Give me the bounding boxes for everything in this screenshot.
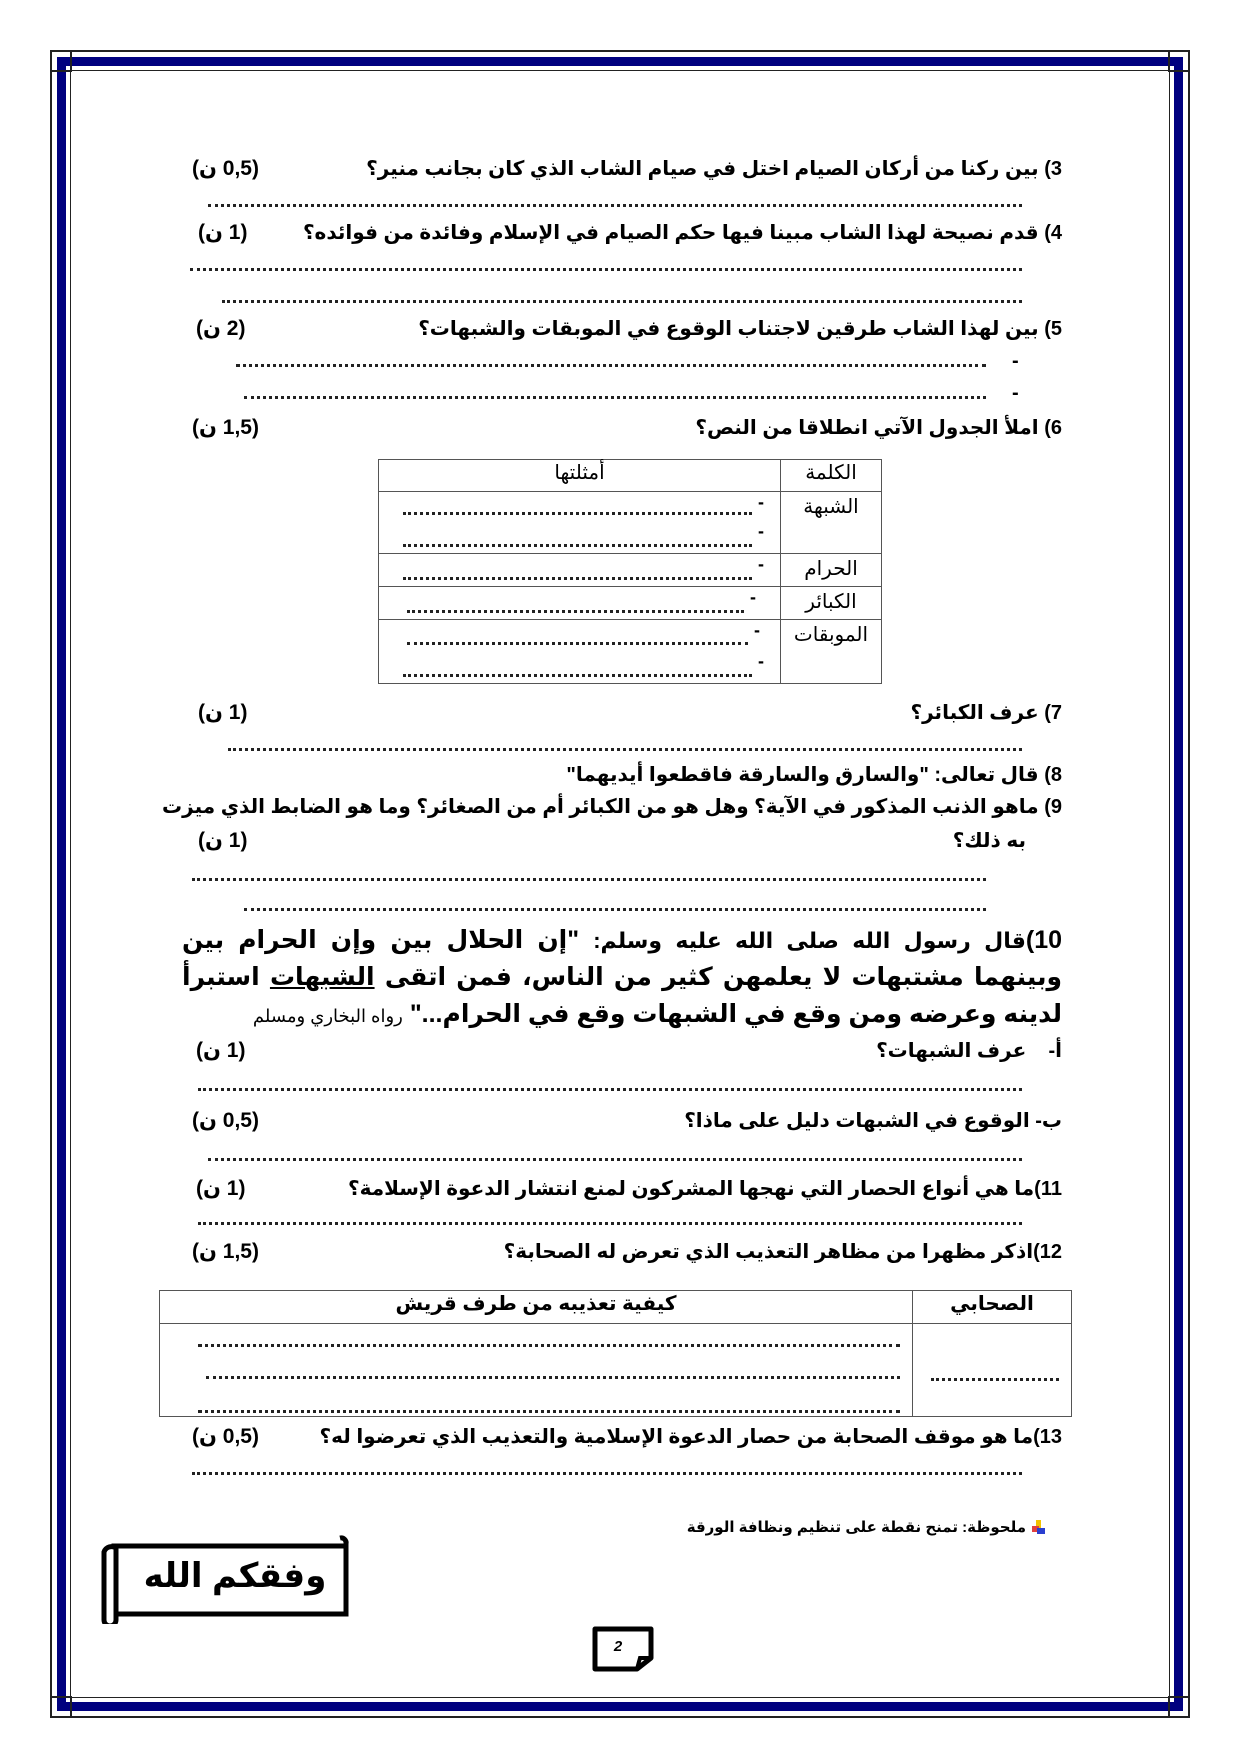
hadith-text: "إن الحلال بين وإن الحرام بين وبينهما مشتبهات لا يعلمهن كثير من الناس، فمن اتقى [182, 926, 1063, 991]
question-points: (1,5 ن) [192, 1240, 259, 1263]
question-points: (0,5 ن) [192, 157, 259, 180]
companions-torture-table [159, 1290, 1072, 1417]
table-cell-examples[interactable]: - - [379, 492, 781, 554]
table-cell-word: الحرام [781, 554, 882, 587]
question-10 [182, 922, 1062, 1035]
answer-line[interactable] [198, 1088, 1022, 1091]
table-header-word: الكلمة [781, 460, 882, 492]
hadith-text: استبرأ لدينه وعرضه ومن وقع في الشبهات وقع في الحرام..." [182, 963, 1062, 1028]
question-points: (0,5 ن) [192, 1425, 259, 1448]
question-points: (1 ن) [198, 221, 248, 244]
border-corner [1168, 50, 1190, 72]
answer-line[interactable] [222, 300, 1022, 303]
question-text: عرف الكبائر؟ [910, 702, 1039, 724]
question-number: 8) [1044, 764, 1062, 786]
question-6 [695, 415, 1062, 441]
border-corner [1168, 1696, 1190, 1718]
closing-text: وفقكم الله [143, 1557, 327, 1595]
question-points: (2 ن) [196, 317, 246, 340]
table-cell-examples[interactable]: - [379, 554, 781, 587]
border-corner [50, 1696, 72, 1718]
question-text: بين ركنا من أركان الصيام اختل في صيام الشاب الذي كان بجانب منير؟ [366, 158, 1039, 180]
question-10b [684, 1108, 1062, 1134]
question-number: 7) [1044, 702, 1062, 724]
question-number: 13) [1033, 1426, 1062, 1448]
question-points: (1 ن) [198, 701, 248, 724]
answer-line[interactable] [192, 1472, 1022, 1475]
table-cell-examples[interactable]: - - [379, 620, 781, 684]
answer-line[interactable] [244, 396, 986, 399]
question-text: ماهو الذنب المذكور في الآية؟ وهل هو من الكبائر أم من الصغائر؟ وما هو الضابط الذي ميزت [162, 796, 1039, 818]
table-header-torture: كيفية تعذيبه من طرف قريش [160, 1291, 913, 1324]
question-4 [303, 220, 1062, 246]
table-header-examples: أمثلتها [379, 460, 781, 492]
question-points: (1 ن) [196, 1039, 246, 1062]
table-cell-examples[interactable]: - [379, 587, 781, 620]
answer-line[interactable] [192, 878, 986, 881]
question-number: 3) [1044, 158, 1062, 180]
question-5 [418, 316, 1062, 342]
answer-line[interactable] [190, 268, 1022, 271]
question-number: 11) [1034, 1178, 1062, 1200]
question-13 [320, 1424, 1062, 1450]
question-number: 6) [1044, 417, 1062, 439]
table-row [379, 587, 882, 620]
table-row [379, 620, 882, 684]
answer-line[interactable] [236, 364, 986, 367]
table-row [379, 492, 882, 554]
question-number: 5) [1044, 318, 1062, 340]
question-7 [911, 700, 1062, 726]
hadith-underlined-word: الشبهات [269, 963, 375, 991]
question-10a [876, 1038, 1062, 1064]
sub-label: ب- [1035, 1110, 1062, 1132]
question-points: (1 ن) [198, 829, 248, 852]
question-points: (1 ن) [196, 1177, 246, 1200]
question-text: ما هي أنواع الحصار التي نهجها المشركون لمنع انتشار الدعوة الإسلامة؟ [347, 1178, 1035, 1200]
question-text: عرف الشبهات؟ [876, 1040, 1027, 1062]
question-text: قدم نصيحة لهذا الشاب مبينا فيها حكم الصيام في الإسلام وفائدة من فوائده؟ [302, 222, 1039, 244]
answer-line[interactable] [198, 1222, 1022, 1225]
words-examples-table [378, 459, 882, 684]
question-text: قال تعالى: "والسارق والسارقة فاقطعوا أيديهما" [566, 764, 1039, 786]
question-3 [366, 156, 1062, 182]
hadith-source: رواه البخاري ومسلم [252, 1006, 403, 1026]
note: ملحوظة: تمنح نقطة على تنظيم ونظافة الورقة [686, 1519, 1026, 1536]
question-number: 12) [1033, 1241, 1062, 1263]
question-number: 10) [1025, 926, 1063, 954]
question-number: 9) [1044, 796, 1062, 818]
border-corner [50, 50, 72, 72]
question-9-continued: به ذلك؟ [952, 830, 1026, 852]
question-text: املأ الجدول الآتي انطلاقا من النص؟ [695, 417, 1039, 439]
question-points: (1,5 ن) [192, 416, 259, 439]
bullet-dash: - [1012, 350, 1019, 372]
question-text: اذكر مظهرا من مظاهر التعذيب الذي تعرض له الصحابة؟ [503, 1241, 1034, 1263]
sub-label: أ- [1048, 1040, 1062, 1062]
question-12 [504, 1239, 1062, 1265]
answer-line[interactable] [244, 908, 986, 911]
question-11 [348, 1176, 1062, 1202]
bullet-icon [1032, 1520, 1046, 1536]
closing-scroll [100, 1534, 350, 1624]
table-row [160, 1324, 1072, 1417]
page-border-inner [70, 70, 1170, 1698]
question-points: (0,5 ن) [192, 1109, 259, 1132]
bullet-dash: - [1012, 382, 1019, 404]
table-header-companion: الصحابي [913, 1291, 1072, 1324]
question-text: ما هو موقف الصحابة من حصار الدعوة الإسلامية والتعذيب الذي تعرضوا له؟ [319, 1426, 1034, 1448]
question-8 [566, 762, 1062, 788]
hadith-intro: قال رسول الله صلى الله عليه وسلم: [593, 928, 1026, 953]
table-cell-companion[interactable] [913, 1324, 1072, 1417]
page-number-box [592, 1626, 654, 1672]
table-cell-word: الشبهة [781, 492, 882, 554]
table-cell-word: الموبقات [781, 620, 882, 684]
answer-line[interactable] [228, 748, 1022, 751]
page-number: 2 [613, 1638, 623, 1655]
question-number: 4) [1044, 222, 1062, 244]
answer-line[interactable] [208, 1158, 1022, 1161]
answer-line[interactable] [208, 204, 1022, 207]
question-9 [162, 794, 1062, 820]
table-cell-torture[interactable] [160, 1324, 913, 1417]
table-row [379, 554, 882, 587]
question-text: بين لهذا الشاب طرقين لاجتناب الوقوع في الموبقات والشبهات؟ [418, 318, 1039, 340]
question-text: الوقوع في الشبهات دليل على ماذا؟ [684, 1110, 1030, 1132]
table-cell-word: الكبائر [781, 587, 882, 620]
